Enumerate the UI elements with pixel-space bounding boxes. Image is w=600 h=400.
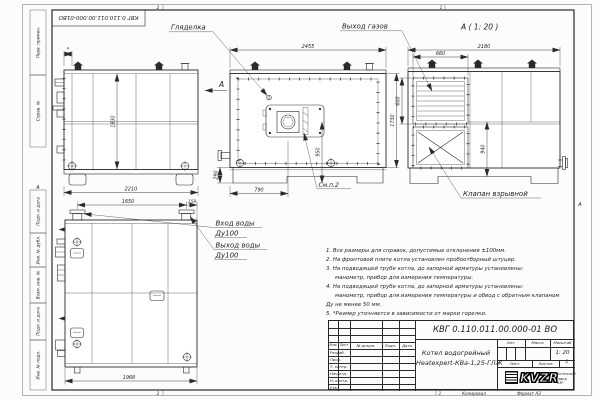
notes-block xyxy=(326,247,578,319)
dim-front-height: 1730 xyxy=(391,114,396,127)
lifting-lug-icon xyxy=(342,62,352,71)
side-view xyxy=(53,47,227,196)
product-name-line1: Котел водогрейный xyxy=(421,349,491,357)
sig-row-label: Пров. xyxy=(330,356,342,362)
gas-outlet-label: Выход газов xyxy=(342,22,388,31)
dim-asterisk: * xyxy=(66,47,70,53)
lit-header: Лит. xyxy=(506,340,516,345)
lifting-lug-icon xyxy=(427,60,437,69)
dim-front-burner: 790 xyxy=(254,188,264,194)
col-header: Лист xyxy=(339,342,349,347)
scale-header: Масштаб xyxy=(553,340,572,345)
lifting-lug-icon xyxy=(154,62,164,71)
dim-a-louver-width: 660 xyxy=(435,52,446,57)
dim-plan-edge: 159 xyxy=(187,200,197,205)
mass-header: Масса xyxy=(531,340,544,345)
format-label: Формат А3 xyxy=(517,391,541,396)
margin-label: Инв. № подл. xyxy=(35,350,41,380)
zone-number: 2 xyxy=(156,5,160,10)
dim-side-height: 1830 xyxy=(111,115,117,128)
dim-front-base: 290 xyxy=(214,170,220,180)
water-outlet-label: Выход воды xyxy=(215,241,261,250)
copied-label: Копировал xyxy=(462,391,486,396)
sig-row-label: Т. контр. xyxy=(330,363,348,369)
zone-letter: А xyxy=(578,202,582,208)
water-inlet-label: Вход воды xyxy=(215,219,255,228)
note-line: 2. На фронтовой плите котла установлен пробоотборный штуцер. xyxy=(326,257,517,263)
dim-front-width: 2455 xyxy=(301,44,315,50)
scale-value: 1: 20 xyxy=(555,349,570,356)
drawing-designation: КВГ 0.110.011.00.000-01 ВО xyxy=(432,325,558,335)
col-header: Дата xyxy=(402,342,412,348)
plan-view xyxy=(56,199,268,385)
sig-row-label: Разраб. xyxy=(330,349,345,355)
sheets-value: 1 xyxy=(565,360,569,365)
zone-letter: А xyxy=(36,185,40,191)
dim-a-width: 2180 xyxy=(477,44,491,50)
margin-label: Подп. и дата xyxy=(35,307,41,336)
dim-a-valve: 940 xyxy=(481,144,487,154)
sig-row-label: Утв. xyxy=(330,384,338,390)
see-item-label: См.п.2 xyxy=(318,182,339,189)
sheets-label: Листов xyxy=(538,360,553,366)
note-line: 3. На подводящей трубе котла, до запорной арматуры установлены: xyxy=(326,266,524,272)
dim-side-width: 2210 xyxy=(124,186,138,193)
side-view-body xyxy=(64,70,198,170)
zone-number: 1 xyxy=(439,5,443,10)
front-view xyxy=(169,24,399,198)
product-name-line2: Heatexpert-КВа-1,25-ГЛЖ xyxy=(416,359,503,367)
lifting-lug-icon xyxy=(527,60,537,69)
dim-a-louver-height: 600 xyxy=(396,96,402,106)
water-inlet-stub xyxy=(70,210,85,214)
plan-view-body xyxy=(65,220,197,367)
water-inlet-size: Ду100 xyxy=(215,229,239,238)
note-line: 1. Все размеры для справок, допустимые отклонения ±100мм. xyxy=(326,248,507,254)
zone-number: 2 xyxy=(156,391,160,396)
logo-hatch-icon xyxy=(505,371,518,384)
margin-label: Перв. примен. xyxy=(35,26,41,59)
explosion-valve-label: Клапан взрывной xyxy=(463,190,528,198)
view-a-title: А ( 1: 20 ) xyxy=(461,22,499,32)
stamp-designation: КВГ 0.110.011.00.000-01ВО xyxy=(58,13,139,20)
lifting-lug-icon xyxy=(250,62,260,71)
manufacturer-logo: KVZR xyxy=(520,371,559,385)
view-arrow-label: А xyxy=(219,80,225,89)
margin-label: Взам. инв. № xyxy=(35,270,41,300)
note-line: Ду не менее 50 мм. xyxy=(326,302,382,308)
col-header: Подп. xyxy=(384,342,397,348)
note-line: манометр, прибор для измерения температуры. xyxy=(335,275,474,281)
sig-row-label: Нач.отд. xyxy=(330,370,347,376)
water-outlet-stub xyxy=(179,210,194,214)
dim-front-axis: 950 xyxy=(316,147,322,157)
logo-caption-line1: Котельный xyxy=(557,372,576,376)
title-block xyxy=(328,320,574,390)
note-line: 4. На подводящей трубе котла, до запорной арматуры установлены: xyxy=(326,284,524,290)
note-line: манометр, прибор для измерения температуры и обвод с обратным клапаном xyxy=(335,293,560,299)
zone-number: 1 xyxy=(438,391,442,396)
lifting-lug-icon xyxy=(473,60,483,69)
sig-row-label: Н. контр. xyxy=(330,377,349,383)
dim-plan-width: 1968 xyxy=(122,376,136,381)
logo-caption-line2: завод КЗР xyxy=(557,377,567,385)
water-outlet-size: Ду100 xyxy=(215,251,239,260)
margin-label: Инв. № дубл. xyxy=(35,235,41,265)
sheet-label: Лист xyxy=(509,360,520,366)
margin-label: Справ. № xyxy=(35,100,41,122)
note-line: 5. *Размер уточняется в зависимости от марки горелки. xyxy=(326,311,487,317)
dim-plan-span: 1650 xyxy=(121,200,135,205)
lifting-lug-icon xyxy=(73,62,83,71)
col-header: Изм. xyxy=(329,342,338,347)
sight-glass-label: Гляделка xyxy=(171,23,206,32)
margin-label: Подп. и дата xyxy=(35,197,41,226)
col-header: № докум. xyxy=(356,342,376,348)
